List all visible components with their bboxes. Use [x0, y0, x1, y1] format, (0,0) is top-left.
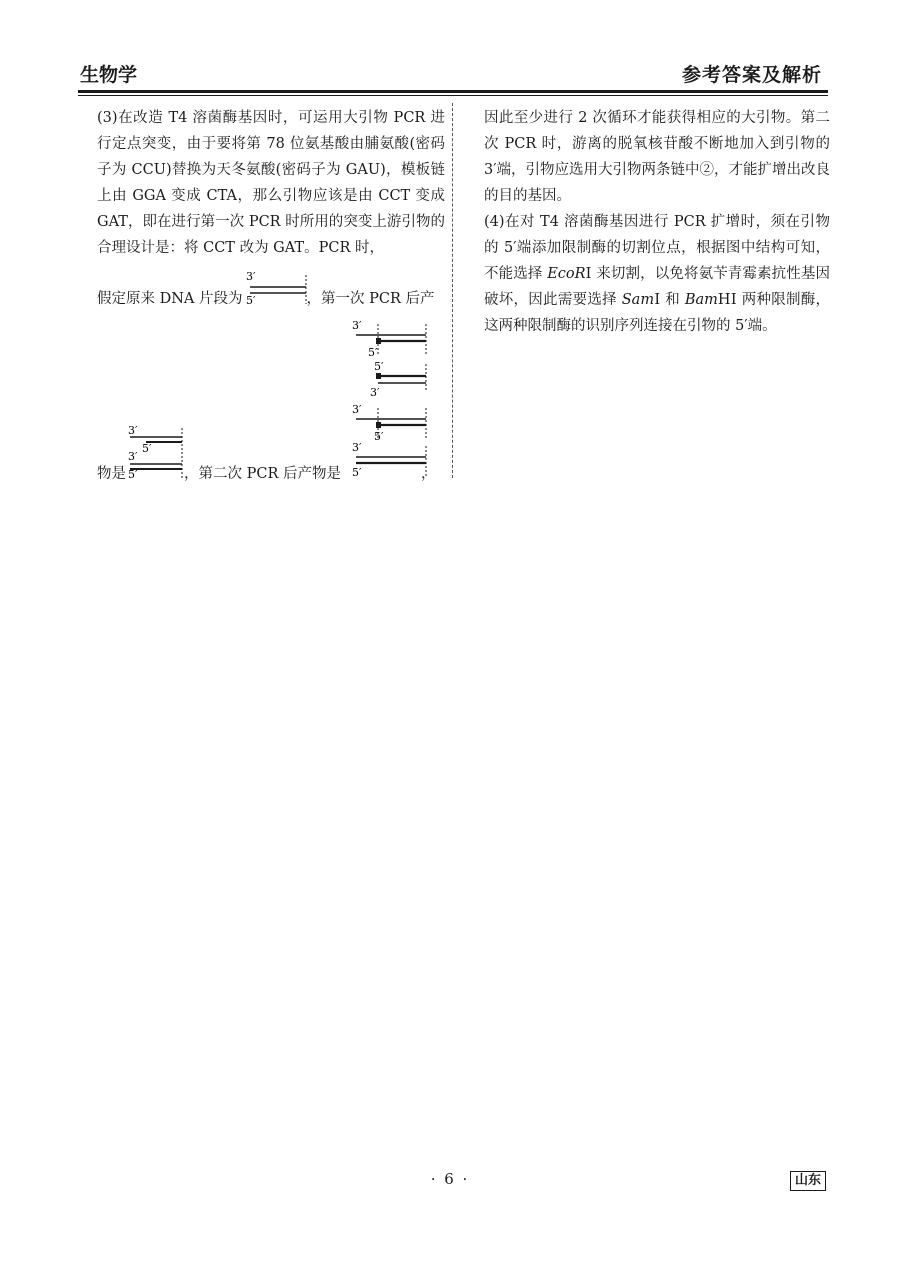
second-pcr-label: ，第二次 PCR 后产物是	[184, 466, 341, 482]
svg-text:5′: 5′	[374, 360, 384, 373]
pcr-products-line: 物是 ，第二次 PCR 后产物是 ，	[97, 466, 436, 482]
svg-text:3′: 3′	[128, 450, 138, 463]
first-pcr-product-3	[348, 402, 434, 444]
svg-text:5′: 5′	[374, 430, 384, 443]
answer-paragraph-3: (3)在改造 T4 溶菌酶基因时，可运用大引物 PCR 进行定点突变，由于要将第 78 位氨基酸由脯氨酸(密码子为 CCU)替换为天冬氨酸(密码子为 GAU)，模板链上由 GGA 变成 CTA，那么引物应该是由 CCT 变成 GAT，即在进行第一次 PCR 时所用的突变上游引物的合理设计是：将 CCT 改为 GAT。PCR 时，	[97, 110, 445, 256]
enzyme-sami: Sam	[621, 292, 655, 308]
end-5-label: 5′	[246, 294, 256, 306]
header-rule	[78, 90, 828, 93]
subject-title: 生物学	[80, 64, 138, 86]
product-label: 物是	[97, 466, 126, 482]
answer-paragraph-4: (4)在对 T4 溶菌酶基因进行 PCR 扩增时，须在引物的 5′端添加限制酶的切割位点，根据图中结构可知，不能选择 EcoRⅠ 来切割，以免将氨苄青霉素抗性基因破坏，因此需要选择 SamⅠ 和 BamHⅠ 两种限制酶，这两种限制酶的识别序列连接在引物的 5′端。	[484, 214, 831, 334]
first-pcr-product-2	[348, 360, 434, 400]
svg-text:5′: 5′	[368, 346, 378, 359]
svg-text:3′: 3′	[128, 424, 138, 437]
end-3-label: 3′	[246, 270, 256, 283]
svg-text:5′: 5′	[142, 442, 152, 455]
header-rule-thin	[78, 95, 828, 96]
first-pcr-product-1	[348, 318, 434, 362]
column-divider	[452, 103, 453, 478]
region-badge: 山东	[790, 1171, 826, 1191]
enzyme-ecori: EcoR	[547, 266, 586, 282]
first-pcr-label: ，第一次 PCR 后产	[306, 291, 435, 307]
svg-text:3′: 3′	[352, 441, 362, 454]
svg-text:3′: 3′	[370, 386, 380, 399]
svg-text:5′: 5′	[352, 466, 362, 479]
answer-paragraph-3-cont: 因此至少进行 2 次循环才能获得相应的大引物。第二次 PCR 时，游离的脱氧核苷酸不断地加入到引物的 3′端，引物应选用大引物两条链中②，才能扩增出改良的目的基因。	[484, 110, 831, 204]
svg-text:5′: 5′	[128, 468, 138, 481]
enzyme-bamhi: Bam	[684, 292, 718, 308]
original-dna-label: 假定原来 DNA 片段为	[97, 291, 243, 307]
page-number: · 6 ·	[430, 1170, 470, 1188]
svg-text:3′: 3′	[352, 403, 362, 416]
section-title: 参考答案及解析	[681, 64, 822, 86]
right-column	[484, 105, 830, 339]
left-column	[97, 105, 445, 261]
original-dna-diagram	[244, 270, 314, 306]
svg-text:3′: 3′	[352, 319, 362, 332]
